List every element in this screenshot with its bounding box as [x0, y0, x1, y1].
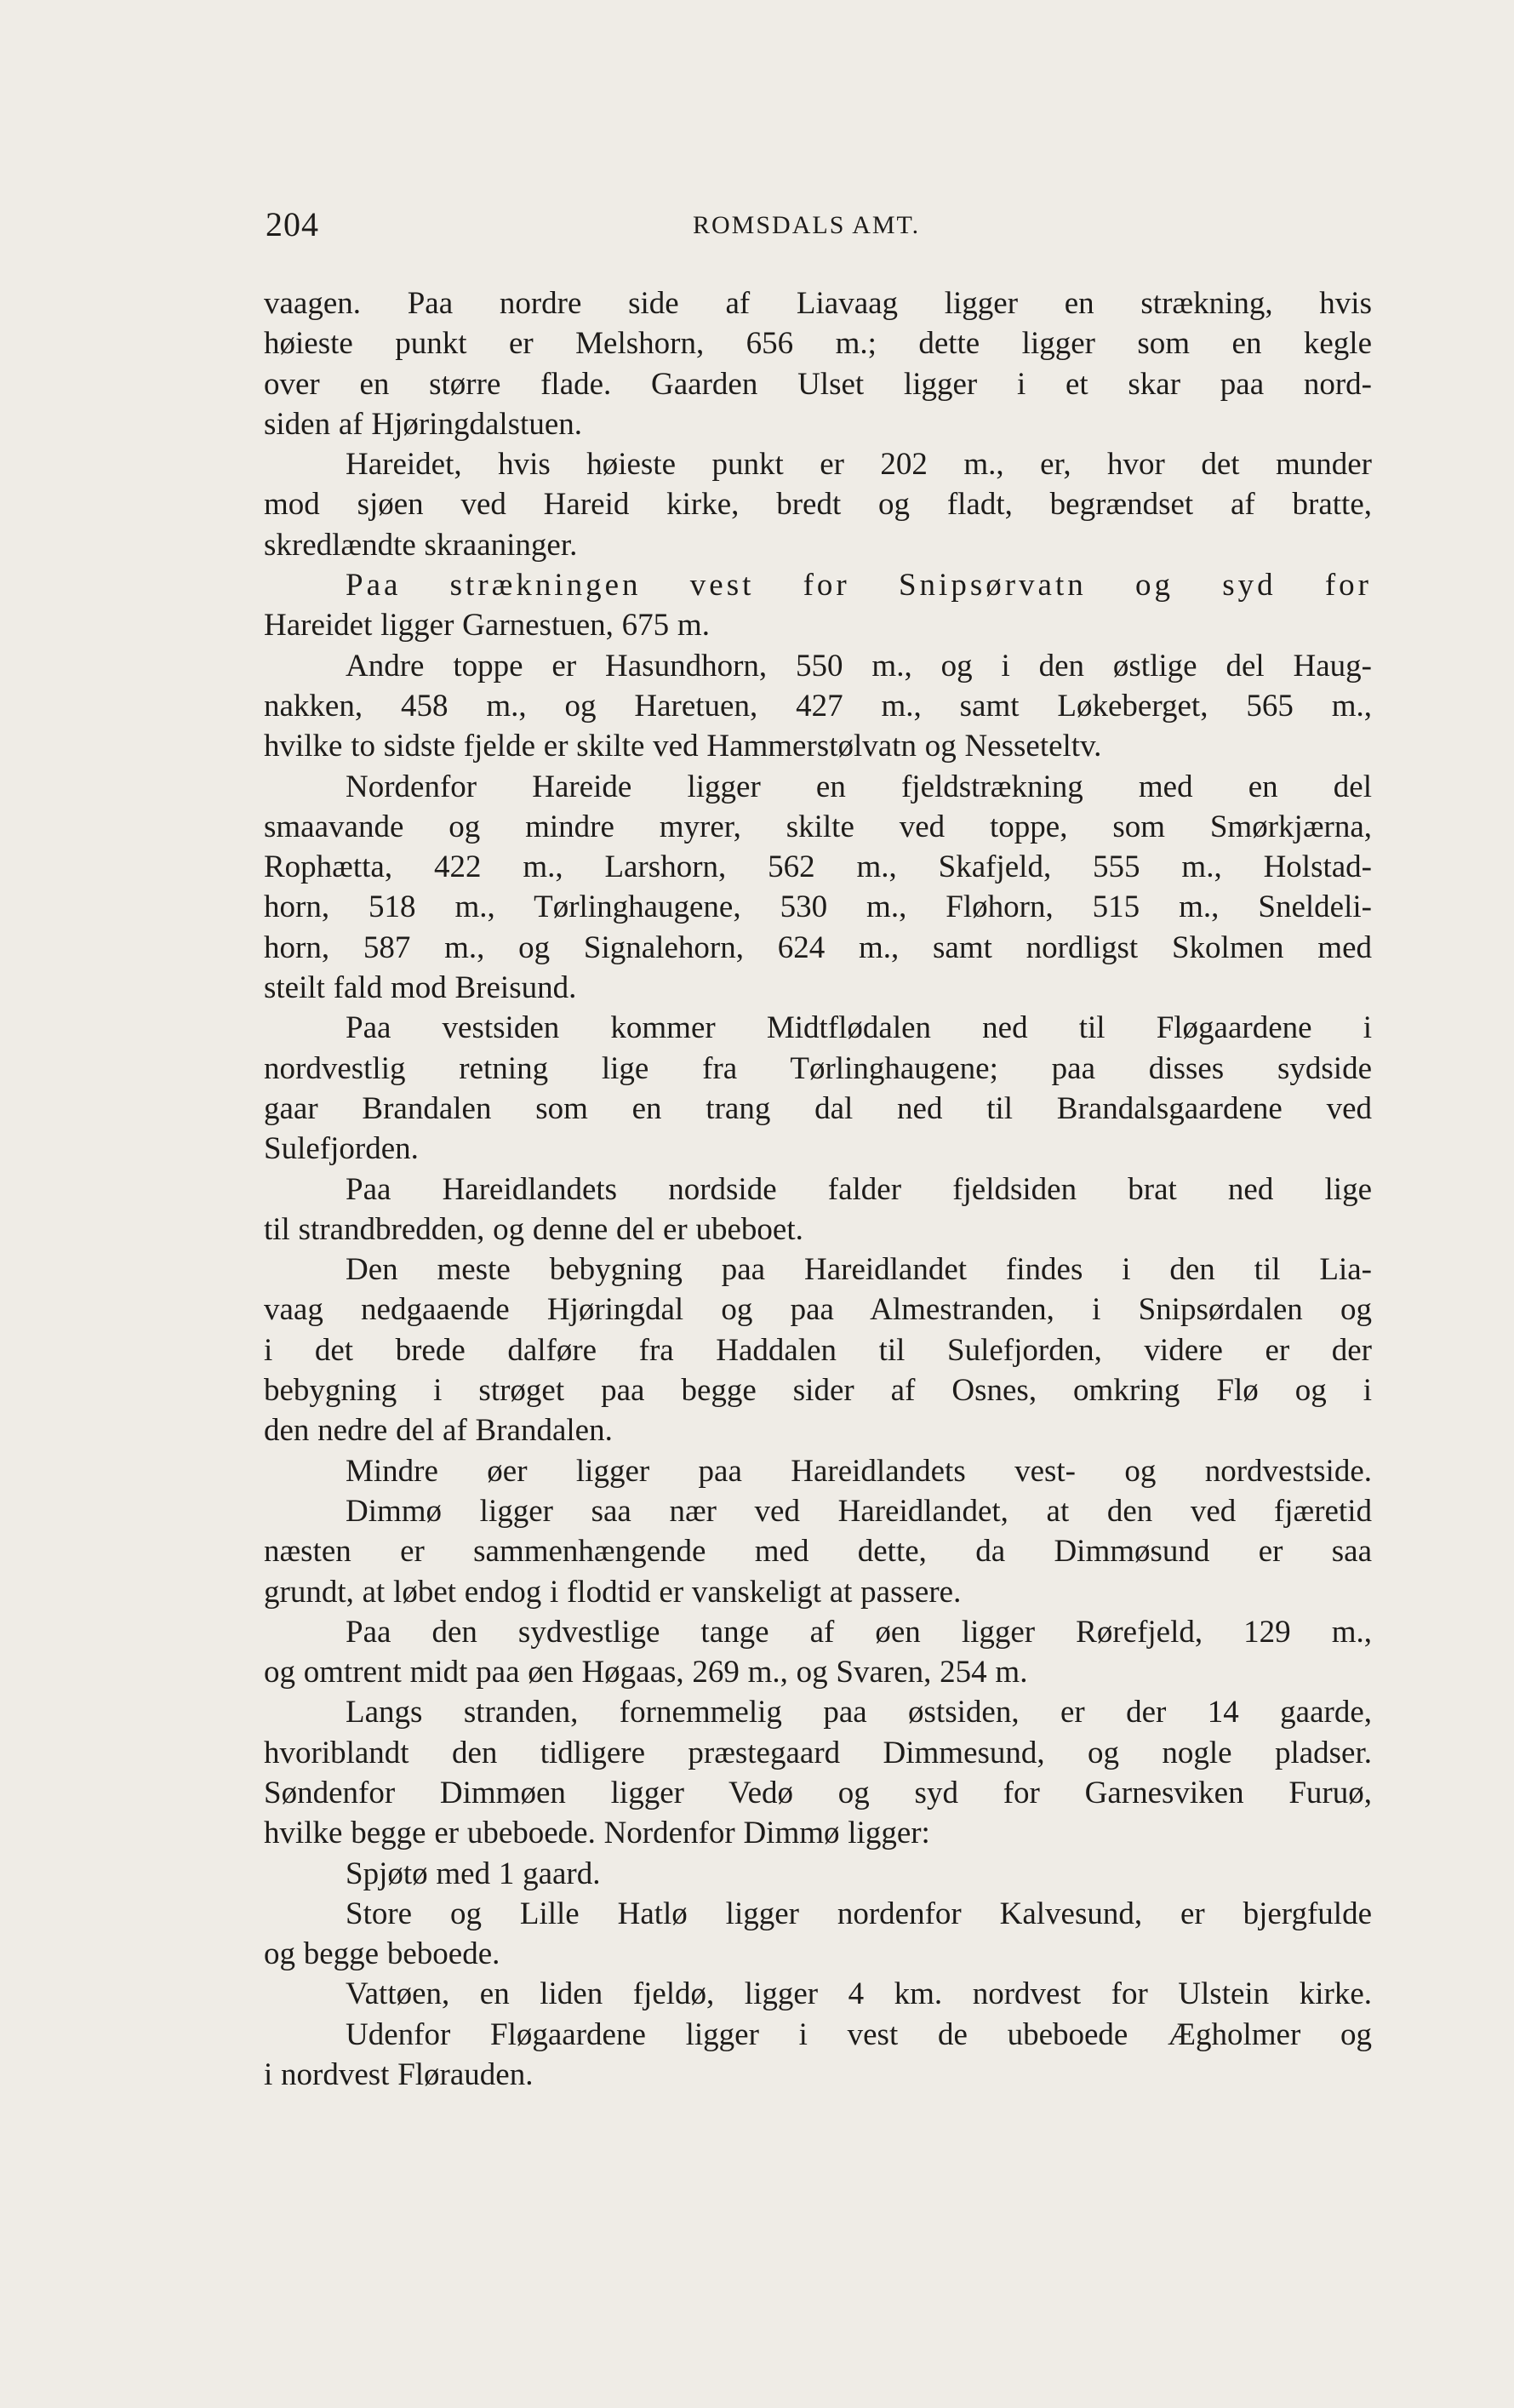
text-line: Hareidet ligger Garnestuen, 675 m. [264, 608, 710, 643]
text-line: hvilke to sidste fjelde er skilte ved Hammerstølvatn og Nesseteltv. [264, 729, 1102, 764]
text-line: steilt fald mod Breisund. [264, 970, 577, 1006]
text-line: i nordvest Flørauden. [264, 2057, 534, 2093]
page-number: 204 [266, 205, 319, 243]
text-line: Paa vestsiden kommer Midtflødalen ned til Fløgaardene i [346, 1010, 1372, 1046]
text-line: næsten er sammenhængende med dette, da Dimmøsund er saa [264, 1534, 1372, 1570]
text-line: Dimmø ligger saa nær ved Hareidlandet, at den ved fjæretid [346, 1493, 1372, 1529]
text-line: nordvestlig retning lige fra Tørlinghaugene; paa disses sydside [264, 1050, 1372, 1086]
text-line: hvilke begge er ubeboede. Nordenfor Dimmø ligger: [264, 1816, 930, 1851]
text-line: horn, 518 m., Tørlinghaugene, 530 m., Fløhorn, 515 m., Sneldeli- [264, 889, 1372, 925]
text-line: mod sjøen ved Hareid kirke, bredt og fladt, begrændset af bratte, [264, 487, 1372, 523]
body-text [264, 283, 1372, 2095]
text-line: grundt, at løbet endog i flodtid er vanskeligt at passere. [264, 1574, 962, 1610]
text-line: Paa den sydvestlige tange af øen ligger Rørefjeld, 129 m., [346, 1614, 1372, 1650]
running-head: ROMSDALS AMT. [693, 211, 921, 239]
text-line: vaagen. Paa nordre side af Liavaag ligger en strækning, hvis [264, 286, 1372, 321]
text-line: siden af Hjøringdalstuen. [264, 406, 582, 442]
text-line: hvoriblandt den tidligere præstegaard Dimmesund, og nogle pladser. [264, 1735, 1372, 1770]
text-line: gaar Brandalen som en trang dal ned til Brandalsgaardene ved [264, 1090, 1372, 1126]
text-line: og omtrent midt paa øen Høgaas, 269 m., og Svaren, 254 m. [264, 1655, 1028, 1690]
text-line: Vattøen, en liden fjeldø, ligger 4 km. nordvest for Ulstein kirke. [346, 1976, 1372, 2012]
text-line: Andre toppe er Hasundhorn, 550 m., og i den østlige del Haug- [346, 648, 1372, 684]
text-line: og begge beboede. [264, 1936, 500, 1972]
text-line: Store og Lille Hatlø ligger nordenfor Kalvesund, er bjergfulde [346, 1896, 1372, 1931]
text-line: Rophætta, 422 m., Larshorn, 562 m., Skafjeld, 555 m., Holstad- [264, 849, 1372, 885]
text-line: høieste punkt er Melshorn, 656 m.; dette ligger som en kegle [264, 326, 1372, 362]
text-line: Paa strækningen vest for Snipsørvatn og syd for [346, 568, 1372, 603]
text-line: Langs stranden, fornemmelig paa østsiden, er der 14 gaarde, [346, 1695, 1372, 1730]
text-line: vaag nedgaaende Hjøringdal og paa Almestranden, i Snipsørdalen og [264, 1292, 1372, 1328]
text-line: Paa Hareidlandets nordside falder fjeldsiden brat ned lige [346, 1171, 1372, 1207]
text-line: den nedre del af Brandalen. [264, 1413, 613, 1449]
text-line: Den meste bebygning paa Hareidlandet findes i den til Lia- [346, 1252, 1372, 1288]
text-line: Sulefjorden. [264, 1131, 419, 1167]
text-line: Nordenfor Hareide ligger en fjeldstrækning med en del [346, 769, 1372, 804]
text-line: Mindre øer ligger paa Hareidlandets vest- og nordvestside. [346, 1453, 1372, 1489]
text-line: til strandbredden, og denne del er ubeboet. [264, 1211, 803, 1247]
text-line: horn, 587 m., og Signalehorn, 624 m., samt nordligst Skolmen med [264, 929, 1372, 965]
text-line: Hareidet, hvis høieste punkt er 202 m., er, hvor det munder [346, 447, 1372, 483]
text-line: skredlændte skraaninger. [264, 527, 578, 563]
text-line: over en større flade. Gaarden Ulset ligger i et skar paa nord- [264, 366, 1372, 402]
text-line: Spjøtø med 1 gaard. [346, 1856, 601, 1891]
text-line: Søndenfor Dimmøen ligger Vedø og syd for Garnesviken Furuø, [264, 1775, 1372, 1810]
text-line: Udenfor Fløgaardene ligger i vest de ubeboede Ægholmer og [346, 2016, 1372, 2052]
text-line: nakken, 458 m., og Haretuen, 427 m., samt Løkeberget, 565 m., [264, 688, 1372, 724]
page-header [266, 204, 1372, 247]
text-line: bebygning i strøget paa begge sider af Osnes, omkring Flø og i [264, 1373, 1372, 1409]
text-line: smaavande og mindre myrer, skilte ved toppe, som Smørkjærna, [264, 809, 1372, 844]
text-line: i det brede dalføre fra Haddalen til Sulefjorden, videre er der [264, 1332, 1372, 1368]
